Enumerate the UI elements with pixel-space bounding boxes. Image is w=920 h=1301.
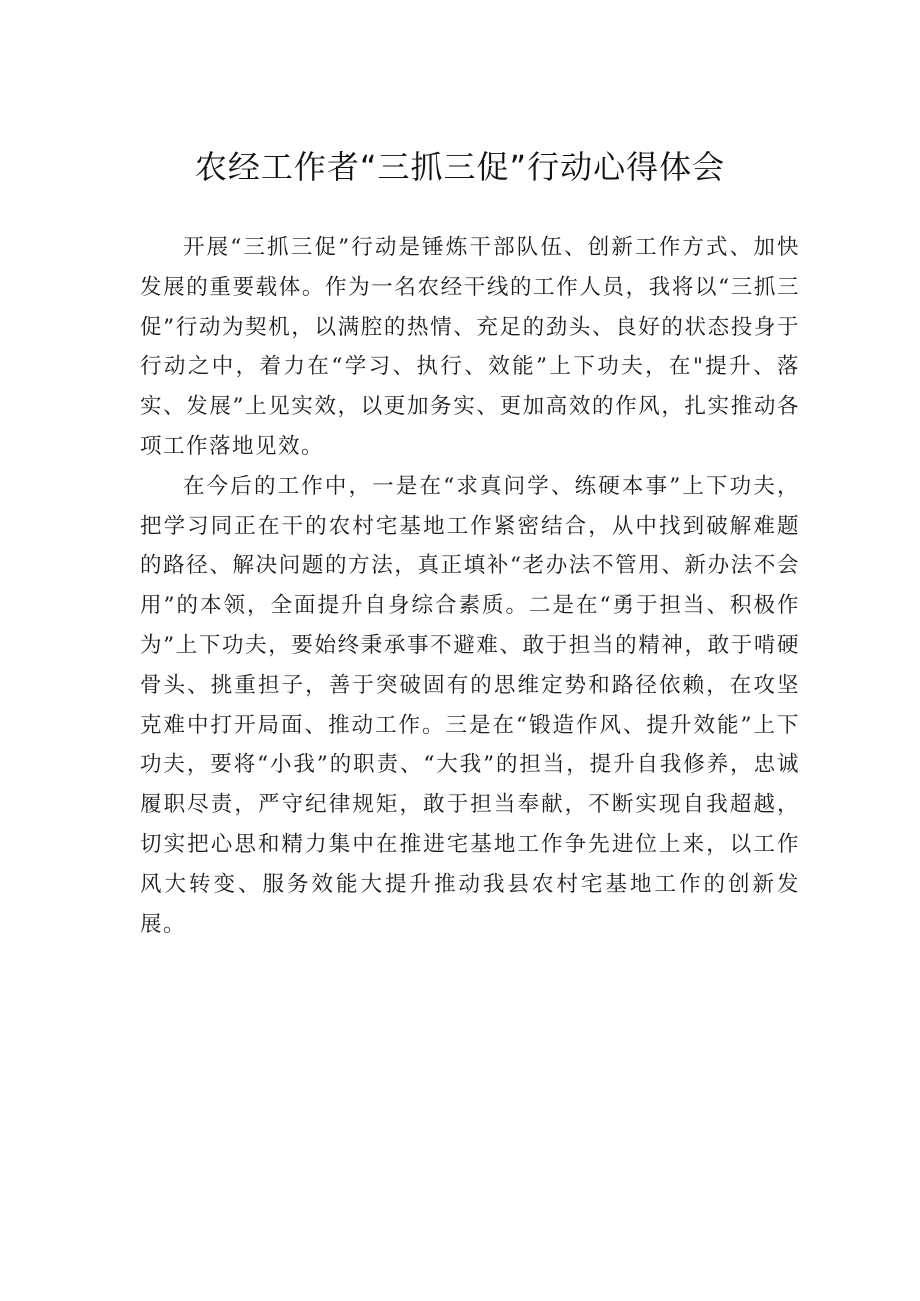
paragraph-1: 开展“三抓三促”行动是锤炼干部队伍、创新工作方式、加快发展的重要载体。作为一名农经干线的工作人员，我将以“三抓三促”行动为契机，以满腔的热情、充足的劲头、良好的状态投身于行动之中，着力在“学习、执行、效能”上下功夫，在"提升、落实、发展”上见实效，以更加务实、更加高效的作风，扎实推动各项工作落地见效。: [140, 235, 800, 459]
paragraph-2: 在今后的工作中，一是在“求真问学、练硬本事”上下功夫，把学习同正在干的农村宅基地工作紧密结合，从中找到破解难题的路径、解决问题的方法，真正填补“老办法不管用、新办法不会用”的本领，全面提升自身综合素质。二是在“勇于担当、积极作为”上下功夫，要始终秉承事不避难、敢于担当的精神，敢于啃硬骨头、挑重担子，善于突破固有的思维定势和路径依赖，在攻坚克难中打开局面、推动工作。三是在“锻造作风、提升效能”上下功夫，要将“小我”的职责、“大我”的担当，提升自我修养，忠诚履职尽责，严守纪律规矩，敢于担当奉献，不断实现自我超越，切实把心思和精力集中在推进宅基地工作争先进位上来，以工作风大转变、服务效能大提升推动我县农村宅基地工作的创新发展。: [140, 473, 800, 937]
document-title: 农经工作者“三抓三促”行动心得体会: [194, 148, 726, 186]
document-body: [140, 228, 800, 944]
